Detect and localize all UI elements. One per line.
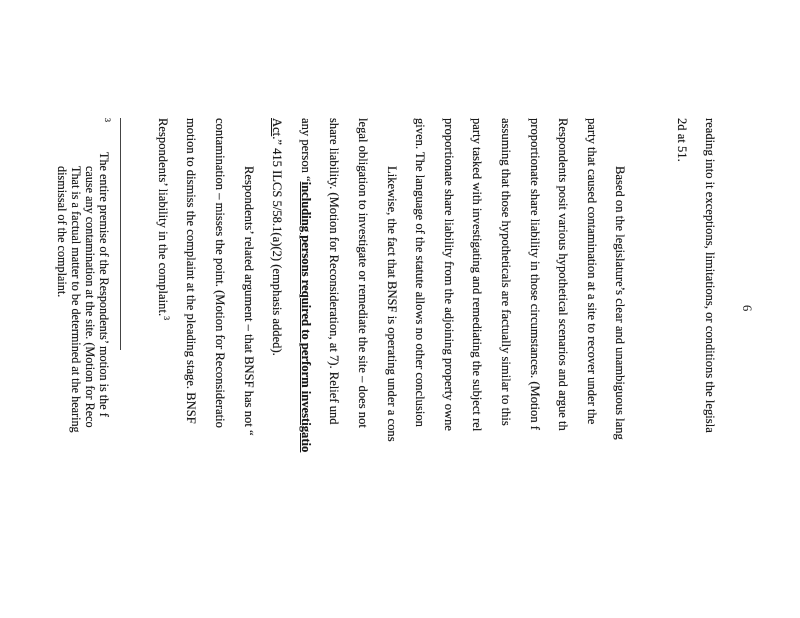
body-line-16: Respondents’ related argument – that BNSF has not “ xyxy=(242,166,256,436)
body-line-18: motion to dismiss the complaint at the pleading stage. BNSF xyxy=(184,118,198,424)
body-line-1: reading into it exceptions, limitations, or conditions the legisla xyxy=(703,118,717,433)
body-line-4: party that caused contamination at a site to recover under the xyxy=(585,118,599,425)
body-line-2: 2d at 51. xyxy=(675,118,689,162)
footnote-reference: 3 xyxy=(162,316,172,321)
footnote-line-1: $^3$The entire premise of the Respondents’ motion is the f xyxy=(97,118,113,417)
body-line-19: Respondents’ liability in the complaint.$^3$ xyxy=(156,118,172,321)
body-line-13: share liability. (Motion for Reconsideration, at 7). Relief und xyxy=(327,118,341,425)
footnote-line-4: dismissal of the complaint. xyxy=(55,166,69,298)
act-reference: Act xyxy=(270,118,284,137)
body-line-10: given. The language of the statute allows no other conclusion xyxy=(413,118,427,427)
emphasized-quote: including persons required to perform investigatio xyxy=(299,181,313,453)
body-line-11: Likewise, the fact that BNSF is operating under a cons xyxy=(385,166,399,442)
body-line-17: contamination – misses the point. (Motion for Reconsideratio xyxy=(213,118,227,428)
body-line-12: legal obligation to investigate or remediate the site – does not xyxy=(356,118,370,428)
footnote-line-2: cause any contamination at the site. (Motion for Reco xyxy=(83,166,97,428)
body-line-7: assuming that those hypotheticals are factually similar to this xyxy=(499,118,513,426)
body-line-15: Act.” 415 ILCS 5/58.1(a)(2) (emphasis added). xyxy=(270,118,284,356)
body-line-14: any person “including persons required to perform investigatio xyxy=(299,118,313,453)
body-line-6: proportionate share liability in those circumstances. (Motion f xyxy=(528,118,542,430)
page-number: 6 xyxy=(740,305,754,312)
footnote-line-3: That is a factual matter to be determined at the hearing xyxy=(69,166,83,433)
body-line-9: proportionate share liability from the adjoining property owne xyxy=(442,118,456,432)
body-line-3: Based on the legislature’s clear and unambiguous lang xyxy=(613,166,627,440)
footnote-separator xyxy=(120,118,121,350)
body-line-8: party tasked with investigating and remediating the subject rel xyxy=(470,118,484,432)
footnote-marker: 3 xyxy=(103,118,113,122)
body-line-5: Respondents posit various hypothetical scenarios and argue th xyxy=(556,118,570,431)
